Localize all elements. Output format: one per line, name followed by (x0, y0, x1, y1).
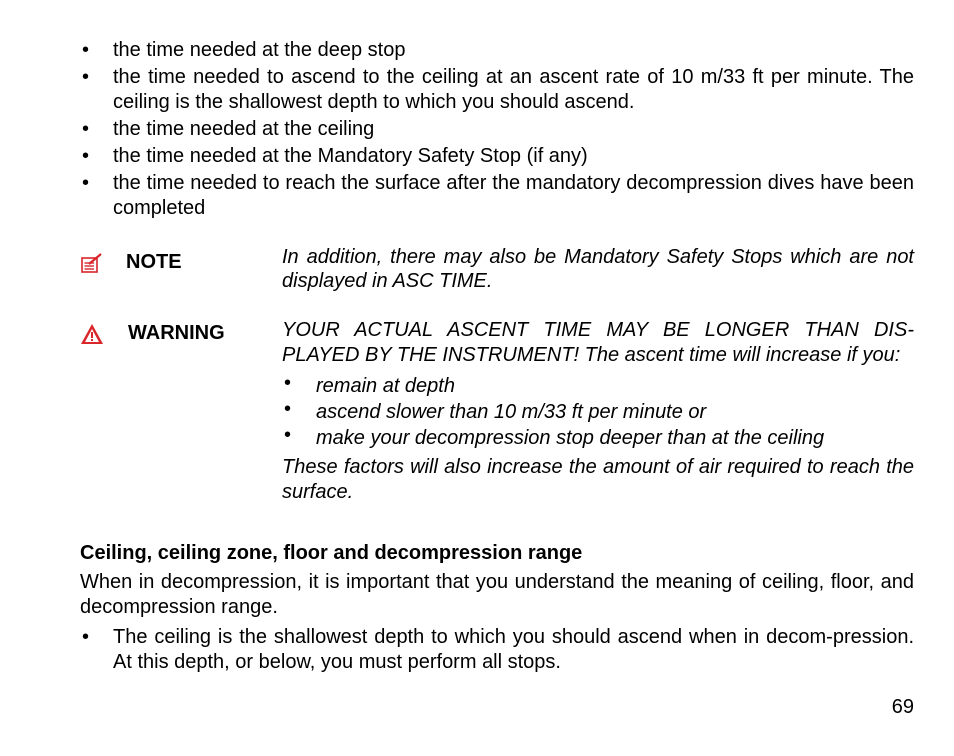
note-text: In addition, there may also be Mandatory Safety Stops which are not displayed in ASC TIME. (282, 246, 914, 292)
document-page (80, 38, 914, 677)
warning-body (282, 318, 914, 505)
warning-box (80, 318, 914, 505)
note-label-text: NOTE (126, 251, 182, 273)
list-item: • the time needed at the deep stop (80, 38, 914, 63)
list-item: • The ceiling is the shallowest depth to which you should ascend when in decom-pression. At this depth, or below, you must perform all stops. (80, 625, 914, 675)
warning-bullet-list (282, 374, 914, 451)
list-item: • make your decompression stop deeper than at the ceiling (282, 426, 914, 451)
warning-label (80, 322, 225, 345)
page-number: 69 (891, 696, 914, 718)
section-bullet-list (80, 625, 914, 675)
list-item: • the time needed at the ceiling (80, 117, 914, 142)
list-item: • the time needed at the Mandatory Safety Stop (if any) (80, 144, 914, 169)
warning-intro: YOUR ACTUAL ASCENT TIME MAY BE LONGER THAN DIS-PLAYED BY THE INSTRUMENT! The ascent time will increase if you: (282, 319, 914, 366)
note-pencil-icon (80, 252, 104, 274)
warning-label-text: WARNING (128, 322, 225, 344)
note-box (80, 245, 914, 293)
note-body (282, 245, 914, 293)
top-bullet-list (80, 38, 914, 221)
list-item: • remain at depth (282, 374, 914, 399)
warning-outro: These factors will also increase the amount of air required to reach the surface. (282, 456, 914, 503)
section-heading: Ceiling, ceiling zone, floor and decompression range (80, 542, 583, 564)
list-item: • the time needed to ascend to the ceiling at an ascent rate of 10 m/33 ft per minute. The ceiling is the shallowest depth to which you should ascend. (80, 65, 914, 115)
warning-triangle-icon (80, 323, 104, 345)
list-item: • the time needed to reach the surface after the mandatory decompression dives have been completed (80, 171, 914, 221)
list-item: • ascend slower than 10 m/33 ft per minute or (282, 400, 914, 425)
note-label (80, 251, 182, 274)
section-paragraph: When in decompression, it is important that you understand the meaning of ceiling, floor, and decompression range. (80, 571, 914, 618)
